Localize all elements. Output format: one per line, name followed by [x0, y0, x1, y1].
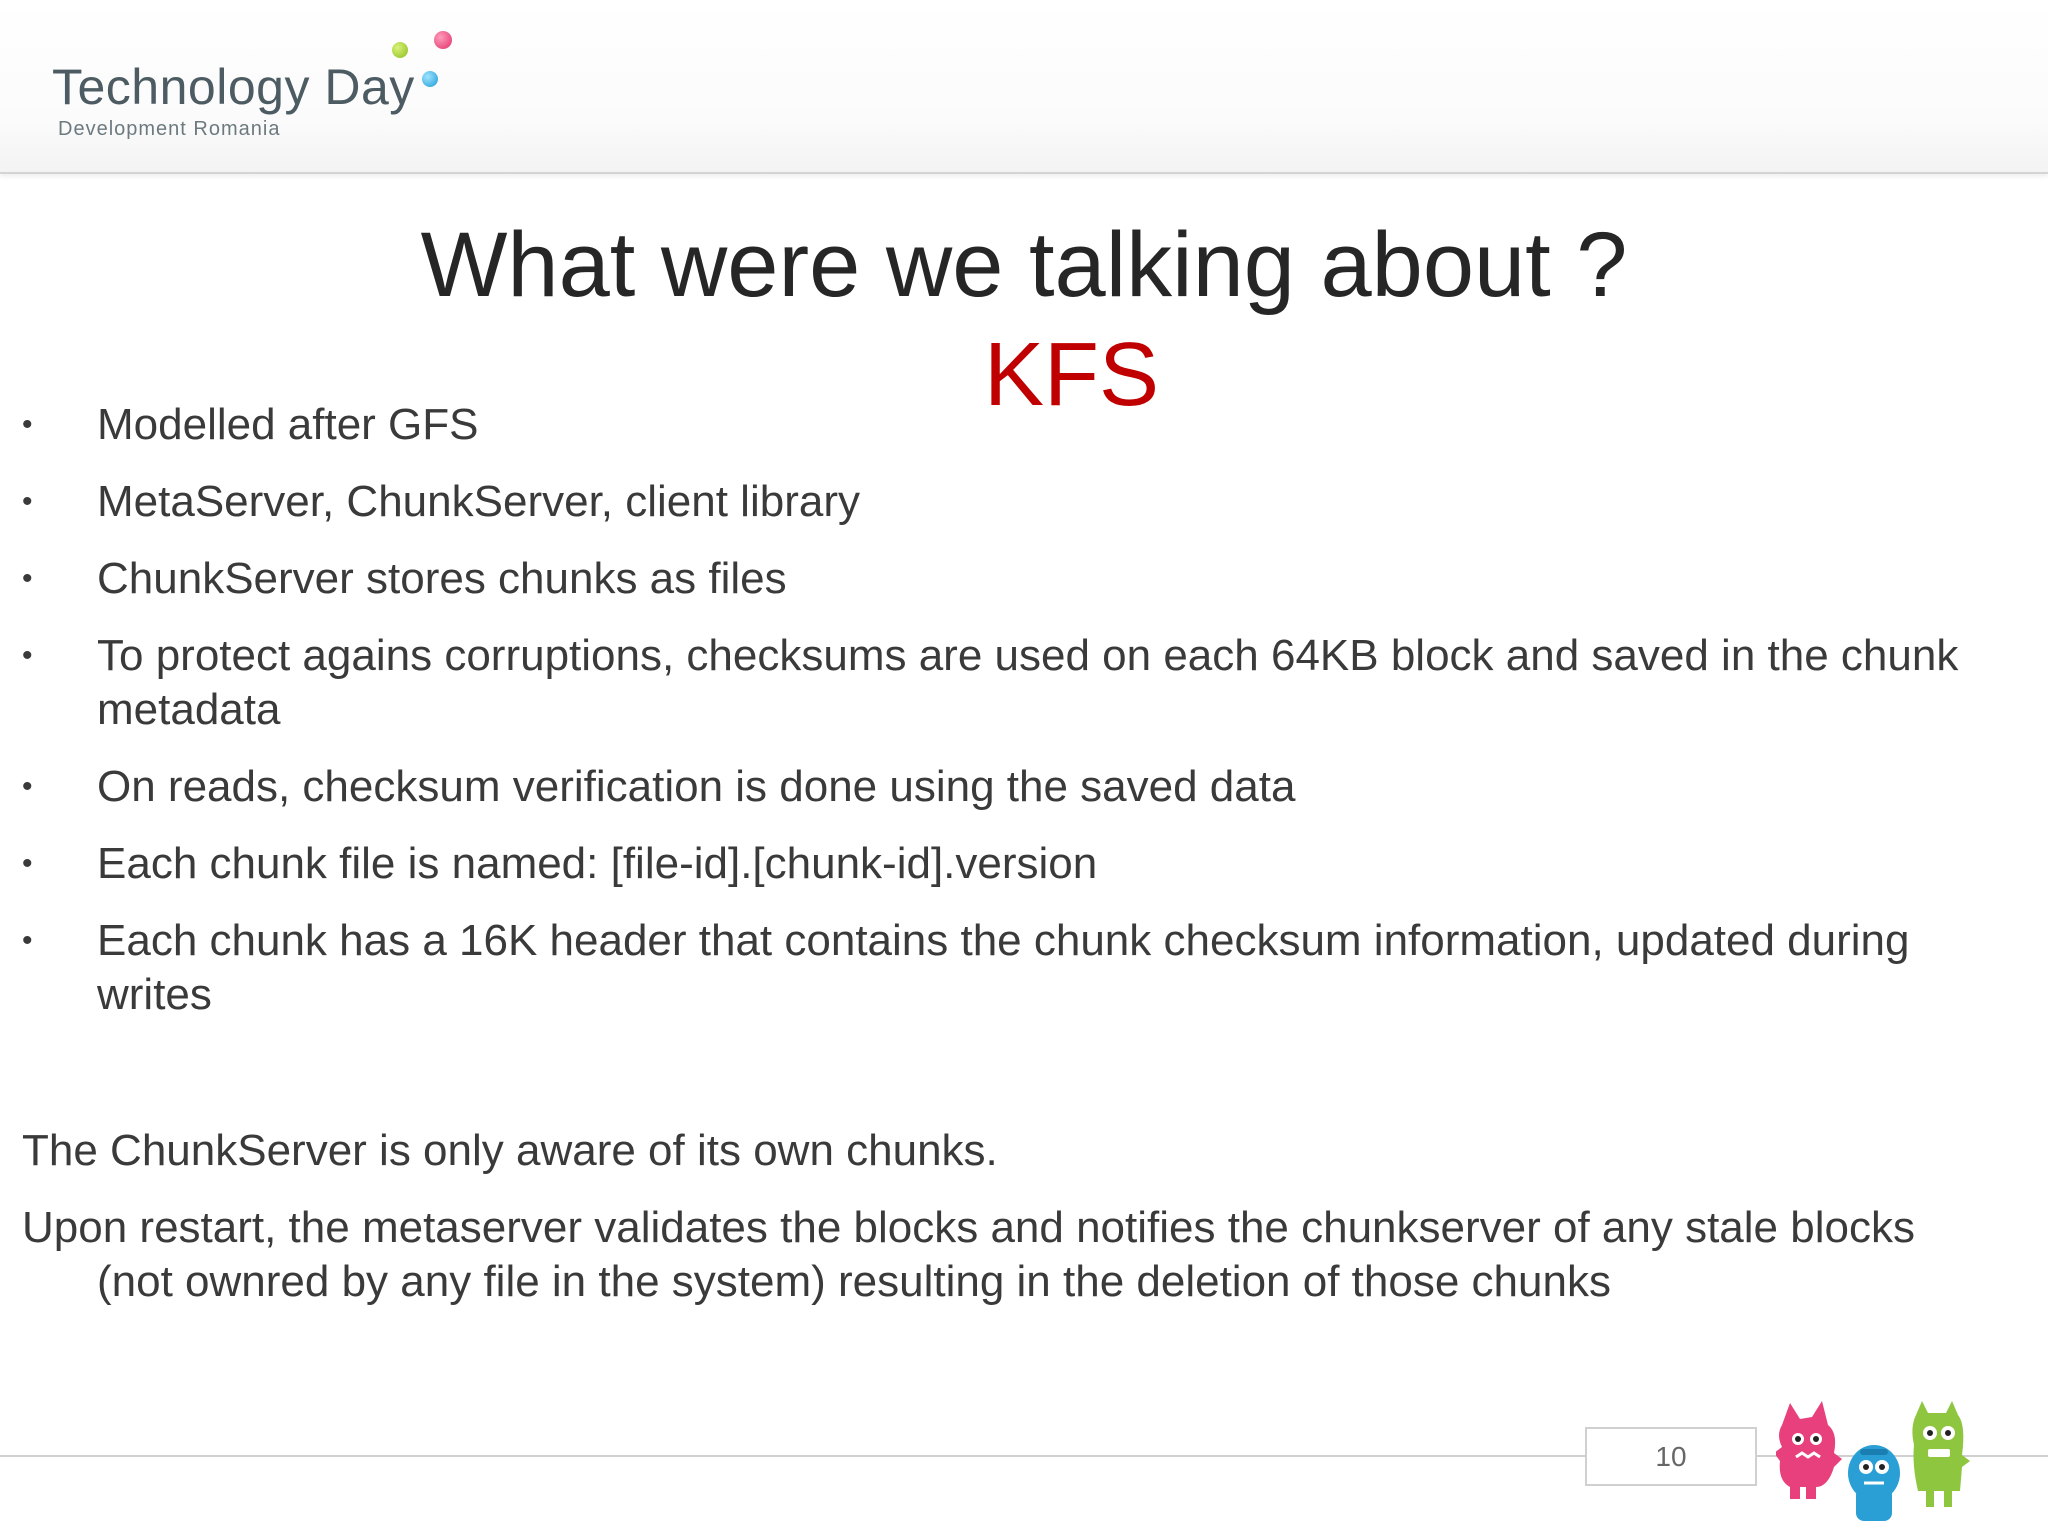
bullet-item: [0, 475, 2000, 529]
bullet-text: To protect agains corruptions, checksums are used on each 64KB block and saved in the chunk metadata: [97, 631, 1959, 734]
slide-subtitle: KFS: [984, 325, 1160, 425]
logo-dot-green-icon: [392, 42, 408, 58]
ugly-doll-mascots-icon: [1776, 1395, 1976, 1525]
bullet-item: [0, 914, 2000, 1022]
bullet-item: [0, 552, 2000, 606]
bullet-text: MetaServer, ChunkServer, client library: [97, 477, 860, 526]
logo-title: Technology Day: [52, 59, 415, 115]
bullet-text: Each chunk file is named: [file-id].[chunk-id].version: [97, 839, 1098, 888]
technology-day-logo: [0, 0, 470, 172]
header-band: [0, 0, 2048, 174]
page-number: 10: [1585, 1427, 1757, 1486]
bullet-icon: •: [22, 562, 33, 595]
bullet-text: On reads, checksum verification is done using the saved data: [97, 762, 1296, 811]
bullet-icon: •: [22, 408, 33, 441]
bullet-icon: •: [22, 770, 33, 803]
bullet-text: ChunkServer stores chunks as files: [97, 554, 787, 603]
logo-subtitle: Development Romania: [58, 118, 281, 140]
bullet-item: [0, 837, 2000, 891]
blue-mascot-icon: [1848, 1445, 1900, 1521]
bullet-icon: •: [22, 485, 33, 518]
bullet-text: Each chunk has a 16K header that contains the chunk checksum information, updated during writes: [97, 916, 1910, 1019]
bullet-text: Modelled after GFS: [97, 400, 479, 449]
bullet-item: [0, 629, 2000, 737]
bullet-icon: •: [22, 639, 33, 672]
logo-dot-pink-icon: [434, 31, 452, 49]
green-mascot-icon: [1912, 1401, 1970, 1507]
bullet-list: [0, 398, 2000, 1045]
bullet-item: [0, 398, 2000, 452]
note-paragraph: Upon restart, the metaserver validates the blocks and notifies the chunkserver of any stale blocks (not ownred by any file in the system) resulting in the deletion of those chunks: [22, 1203, 1915, 1306]
bullet-icon: •: [22, 924, 33, 957]
bullet-item: [0, 760, 2000, 814]
note-paragraph: The ChunkServer is only aware of its own chunks.: [22, 1126, 998, 1175]
bullet-icon: •: [22, 847, 33, 880]
pink-mascot-icon: [1776, 1401, 1842, 1499]
slide-title: What were we talking about ?: [420, 214, 1628, 316]
logo-dot-blue-icon: [422, 71, 438, 87]
